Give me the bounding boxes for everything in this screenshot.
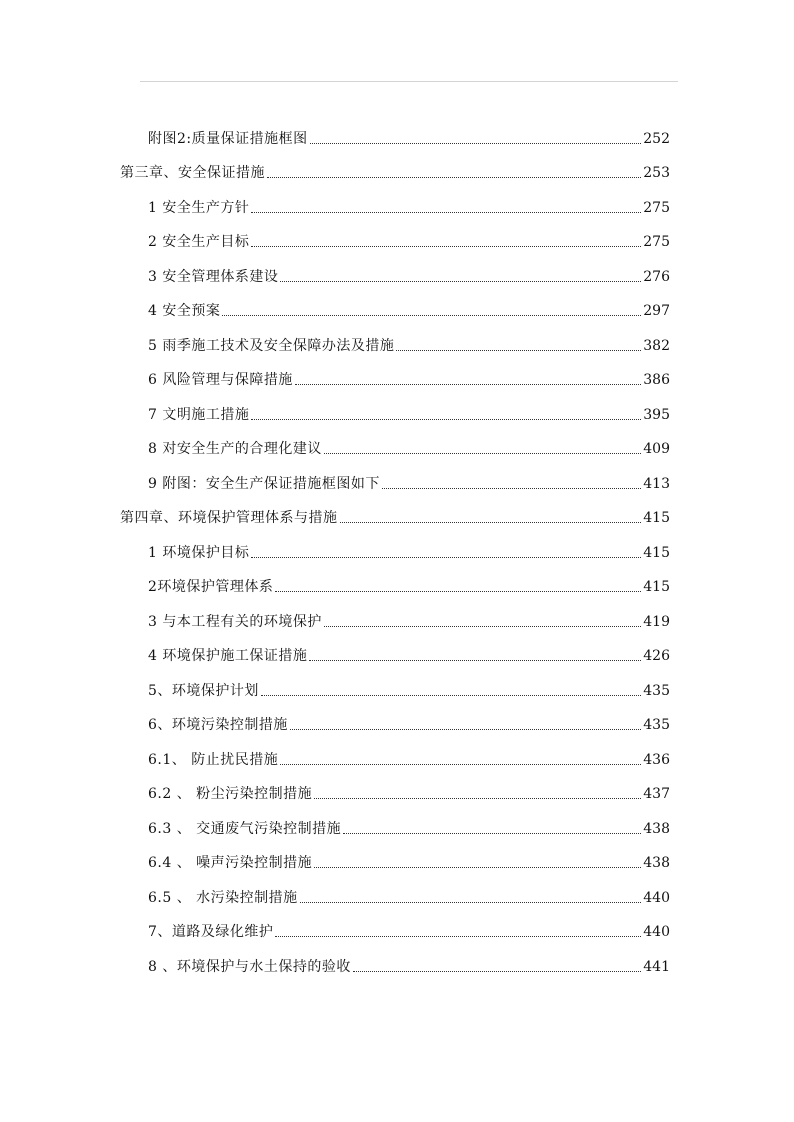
toc-entry[interactable] xyxy=(148,609,670,631)
toc-entry-label: 6.5 、 水污染控制措施 xyxy=(148,890,298,906)
toc-leader xyxy=(382,488,641,489)
toc-entry[interactable] xyxy=(148,195,670,217)
toc-entry-page: 386 xyxy=(643,372,670,388)
toc-entry-page: 440 xyxy=(643,924,670,940)
toc-entry[interactable] xyxy=(148,643,670,665)
toc-entry-page: 275 xyxy=(643,200,670,216)
toc-entry-label: 6.1、 防止扰民措施 xyxy=(148,752,279,768)
toc-leader xyxy=(267,177,641,178)
toc-entry[interactable] xyxy=(148,298,670,320)
toc-entry[interactable] xyxy=(148,816,670,838)
toc-entry-page: 440 xyxy=(643,890,670,906)
toc-entry-label: 6、环境污染控制措施 xyxy=(148,717,288,733)
toc-leader xyxy=(396,350,641,351)
toc-leader xyxy=(310,143,642,144)
toc-entry-label: 1 环境保护目标 xyxy=(148,545,250,561)
toc-leader xyxy=(309,660,641,661)
toc-entry[interactable] xyxy=(148,471,670,493)
toc-entry-label: 5 雨季施工技术及安全保障办法及措施 xyxy=(148,338,395,354)
toc-entry[interactable] xyxy=(148,264,670,286)
toc-entry-page: 438 xyxy=(643,855,670,871)
toc-entry[interactable] xyxy=(148,919,670,941)
toc-leader xyxy=(222,315,641,316)
toc-entry[interactable] xyxy=(148,712,670,734)
toc-entry-page: 395 xyxy=(643,407,670,423)
toc-entry[interactable] xyxy=(148,954,670,976)
toc-entry-label: 1 安全生产方针 xyxy=(148,200,250,216)
toc-entry-page: 409 xyxy=(643,441,670,457)
toc-leader xyxy=(340,522,642,523)
toc-leader xyxy=(353,971,641,972)
toc-entry-page: 253 xyxy=(643,165,670,181)
toc-entry[interactable] xyxy=(148,540,670,562)
toc-entry[interactable] xyxy=(148,436,670,458)
toc-entry-label: 6 风险管理与保障措施 xyxy=(148,372,293,388)
toc-leader xyxy=(324,453,641,454)
toc-entry-page: 441 xyxy=(643,959,670,975)
toc-entry-label: 8 对安全生产的合理化建议 xyxy=(148,441,322,457)
toc-entry-label: 4 环境保护施工保证措施 xyxy=(148,648,308,664)
toc-leader xyxy=(261,695,641,696)
toc-entry[interactable] xyxy=(148,126,670,148)
toc-entry-page: 413 xyxy=(643,476,670,492)
toc-entry[interactable] xyxy=(148,574,670,596)
toc-entry[interactable] xyxy=(148,678,670,700)
toc-entry-label: 3 与本工程有关的环境保护 xyxy=(148,614,322,630)
toc-entry[interactable] xyxy=(148,781,670,803)
toc-leader xyxy=(324,626,641,627)
header-rule xyxy=(140,81,678,82)
toc-leader xyxy=(314,867,641,868)
toc-entry-page: 275 xyxy=(643,234,670,250)
toc-leader xyxy=(275,591,641,592)
toc-entry[interactable] xyxy=(148,747,670,769)
toc-entry-page: 252 xyxy=(643,131,670,147)
toc-entry-page: 419 xyxy=(643,614,670,630)
toc-entry-label: 6.4 、 噪声污染控制措施 xyxy=(148,855,313,871)
toc-entry-label: 附图2:质量保证措施框图 xyxy=(148,131,308,147)
toc-entry[interactable] xyxy=(120,505,670,527)
toc-entry-page: 435 xyxy=(643,683,670,699)
toc-entry-page: 415 xyxy=(643,579,670,595)
toc-entry[interactable] xyxy=(148,850,670,872)
toc-entry-label: 6.2 、 粉尘污染控制措施 xyxy=(148,786,313,802)
toc-entry[interactable] xyxy=(148,885,670,907)
toc-entry-label: 4 安全预案 xyxy=(148,303,221,319)
toc-entry-label: 7、道路及绿化维护 xyxy=(148,924,274,940)
toc-entry-label: 2环境保护管理体系 xyxy=(148,579,274,595)
toc-leader xyxy=(251,557,641,558)
toc-entry[interactable] xyxy=(148,367,670,389)
toc-entry-label: 7 文明施工措施 xyxy=(148,407,250,423)
toc-leader xyxy=(300,902,642,903)
toc-entry-label: 5、环境保护计划 xyxy=(148,683,259,699)
toc-entry-page: 276 xyxy=(643,269,670,285)
toc-entry[interactable] xyxy=(148,333,670,355)
toc-entry-page: 426 xyxy=(643,648,670,664)
toc-leader xyxy=(290,729,641,730)
toc-entry-page: 438 xyxy=(643,821,670,837)
toc-entry-page: 415 xyxy=(643,510,670,526)
toc-entry-label: 8 、环境保护与水土保持的验收 xyxy=(148,959,351,975)
toc-leader xyxy=(275,936,641,937)
toc-entry[interactable] xyxy=(120,160,670,182)
toc-entry-page: 297 xyxy=(643,303,670,319)
toc-entry-page: 435 xyxy=(643,717,670,733)
toc-entry-page: 415 xyxy=(643,545,670,561)
toc-leader xyxy=(251,246,641,247)
toc-entry[interactable] xyxy=(148,229,670,251)
toc-entry[interactable] xyxy=(148,402,670,424)
toc-entry-page: 382 xyxy=(643,338,670,354)
toc-leader xyxy=(251,212,641,213)
toc-entry-label: 2 安全生产目标 xyxy=(148,234,250,250)
toc-entry-page: 436 xyxy=(643,752,670,768)
toc-leader xyxy=(280,764,641,765)
toc-leader xyxy=(251,419,641,420)
toc-leader xyxy=(295,384,641,385)
toc-entry-label: 6.3 、 交通废气污染控制措施 xyxy=(148,821,342,837)
toc-entry-label: 第三章、安全保证措施 xyxy=(120,165,265,181)
toc-entry-label: 9 附图：安全生产保证措施框图如下 xyxy=(148,476,380,492)
toc-entry-label: 第四章、环境保护管理体系与措施 xyxy=(120,510,338,526)
toc-entry-page: 437 xyxy=(643,786,670,802)
toc-entry-label: 3 安全管理体系建设 xyxy=(148,269,279,285)
toc-leader xyxy=(280,281,641,282)
toc-leader xyxy=(314,798,641,799)
toc-leader xyxy=(343,833,641,834)
